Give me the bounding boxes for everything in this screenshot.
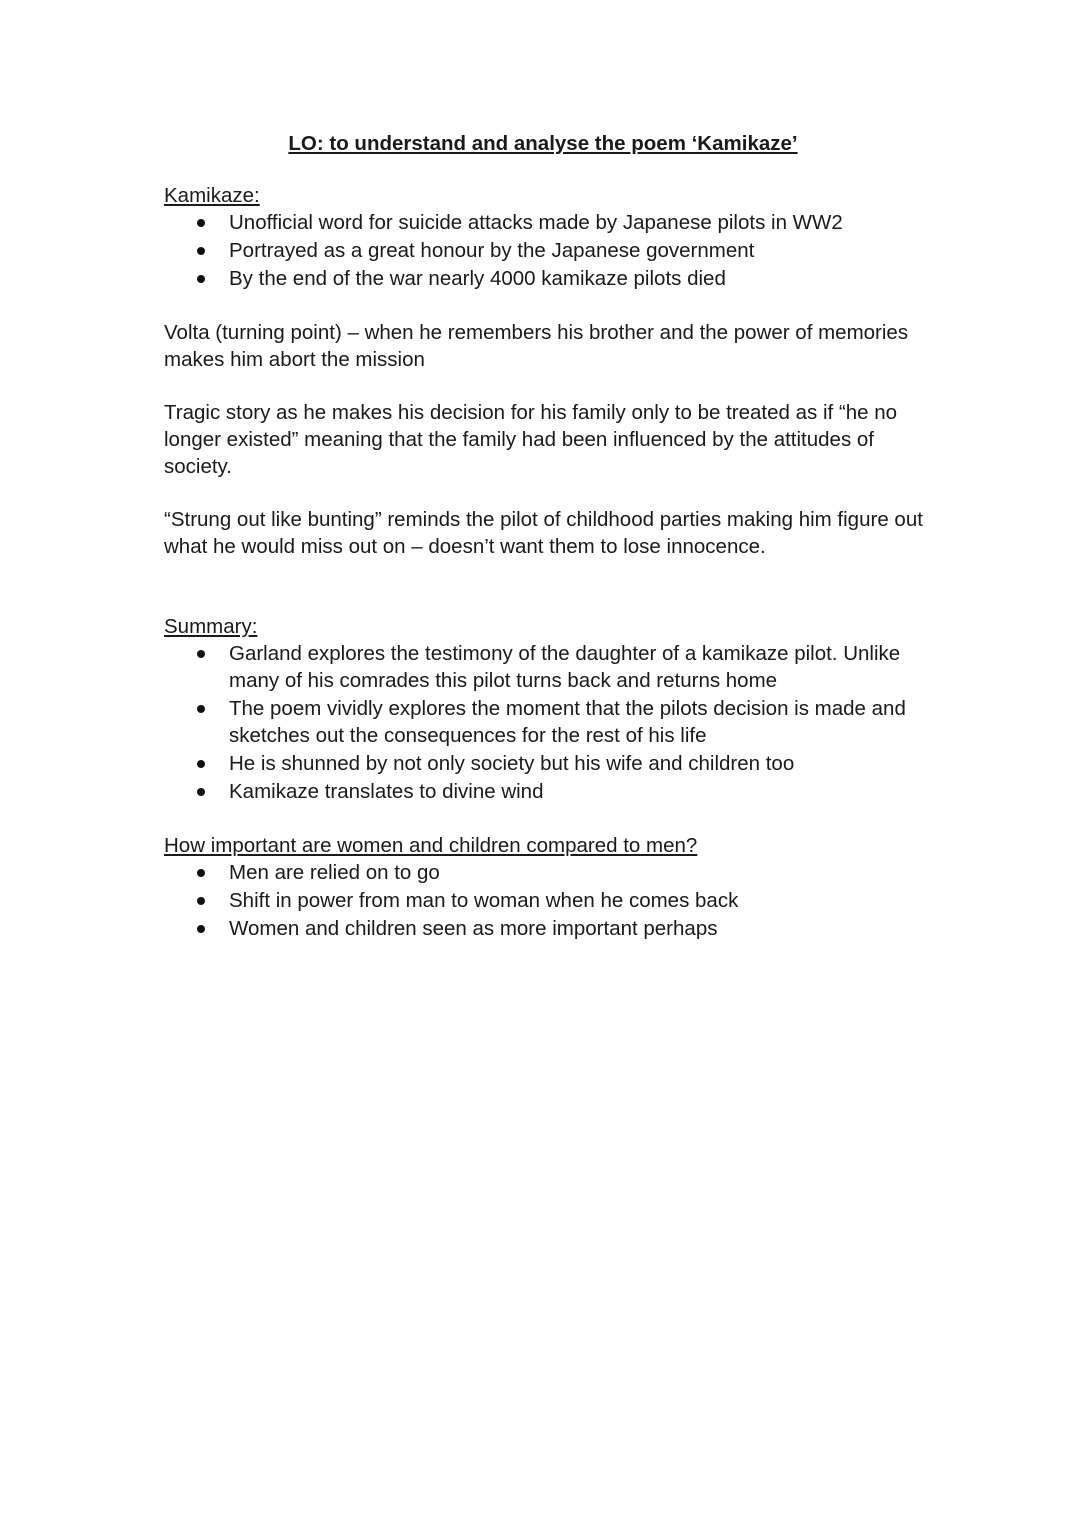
bullet-icon xyxy=(197,275,205,283)
document-content xyxy=(164,130,924,943)
bullet-icon xyxy=(197,897,205,905)
kamikaze-heading: Kamikaze: xyxy=(164,184,260,207)
bullet-icon xyxy=(197,219,205,227)
list-item-text: Portrayed as a great honour by the Japanese government xyxy=(229,239,755,262)
bullet-icon xyxy=(197,788,205,796)
list-item-text: Women and children seen as more important perhaps xyxy=(229,917,718,940)
list-item xyxy=(164,640,924,694)
bullet-icon xyxy=(197,247,205,255)
summary-bullet-list xyxy=(164,640,924,805)
list-item-text: By the end of the war nearly 4000 kamikaze pilots died xyxy=(229,267,726,290)
bullet-icon xyxy=(197,650,205,658)
summary-heading: Summary: xyxy=(164,615,258,638)
list-item-text: The poem vividly explores the moment that the pilots decision is made and sketches out the consequences for the rest of his life xyxy=(229,697,906,747)
list-item xyxy=(164,915,924,942)
volta-paragraph: Volta (turning point) – when he remembers his brother and the power of memories makes him abort the mission xyxy=(164,321,909,371)
list-item-text: Kamikaze translates to divine wind xyxy=(229,780,544,803)
tragic-story-paragraph: Tragic story as he makes his decision for his family only to be treated as if “he no longer existed” meaning that the family had been influenced by the attitudes of society. xyxy=(164,401,898,478)
bullet-icon xyxy=(197,925,205,933)
list-item xyxy=(164,887,924,914)
list-item-text: Shift in power from man to woman when he comes back xyxy=(229,889,739,912)
list-item xyxy=(164,750,924,777)
bullet-icon xyxy=(197,705,205,713)
women-children-bullet-list xyxy=(164,859,924,942)
list-item-text: He is shunned by not only society but his wife and children too xyxy=(229,752,795,775)
list-item-text: Garland explores the testimony of the daughter of a kamikaze pilot. Unlike many of his comrades this pilot turns back and returns home xyxy=(229,642,901,692)
bunting-paragraph: “Strung out like bunting” reminds the pilot of childhood parties making him figure out what he would miss out on – doesn’t want them to lose innocence. xyxy=(164,508,923,558)
list-item xyxy=(164,778,924,805)
kamikaze-bullet-list xyxy=(164,209,924,292)
page-title: LO: to understand and analyse the poem ‘Kamikaze’ xyxy=(288,132,798,155)
women-children-heading: How important are women and children compared to men? xyxy=(164,834,698,857)
list-item xyxy=(164,695,924,749)
list-item-text: Unofficial word for suicide attacks made by Japanese pilots in WW2 xyxy=(229,211,843,234)
list-item xyxy=(164,209,924,236)
list-item-text: Men are relied on to go xyxy=(229,861,440,884)
list-item xyxy=(164,237,924,264)
bullet-icon xyxy=(197,869,205,877)
bullet-icon xyxy=(197,760,205,768)
list-item xyxy=(164,265,924,292)
list-item xyxy=(164,859,924,886)
